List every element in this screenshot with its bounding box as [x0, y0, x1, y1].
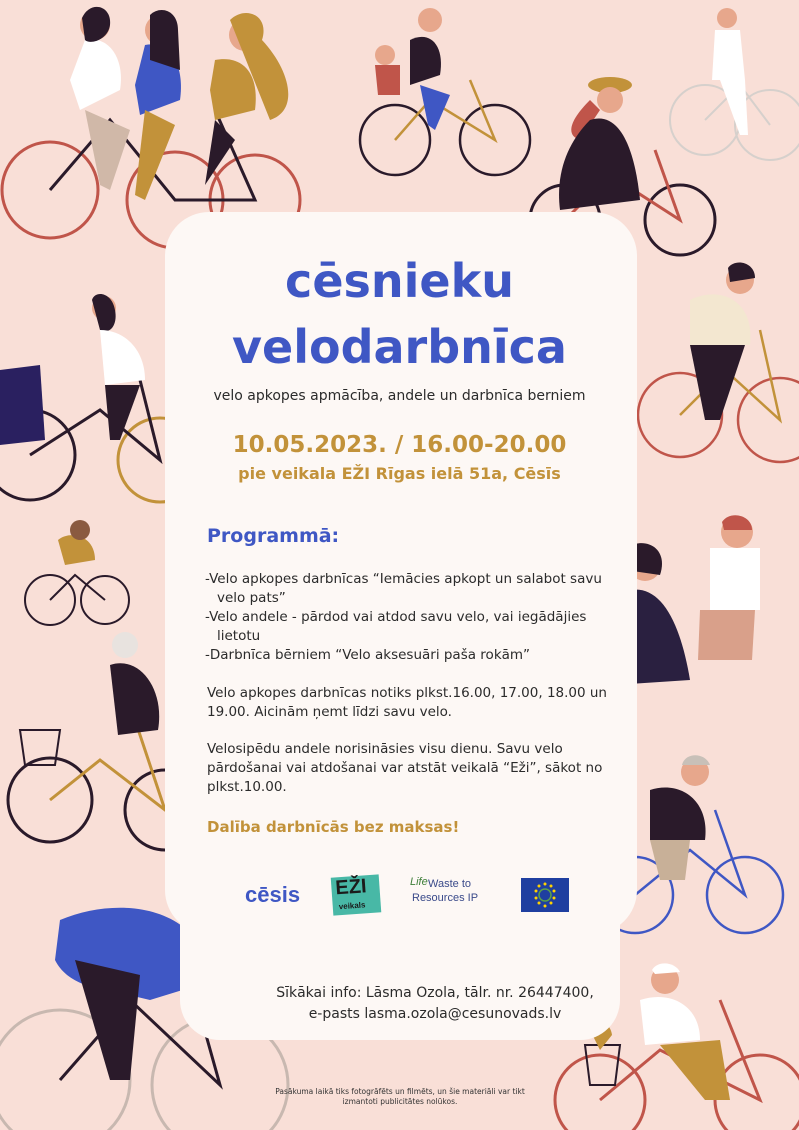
contact-info: [0, 983, 799, 1025]
program-item: -Velo apkopes darbnīcas “Iemācies apkopt un salabot savu velo pats”: [205, 571, 602, 606]
event-subtitle: velo apkopes apmācība, andele un darbnīca berniem: [213, 388, 586, 404]
eu-flag-icon: [521, 878, 569, 912]
free-participation-note: Dalība darbnīcās bez maksas!: [207, 818, 460, 836]
ezi-logo-subtext: veikals: [338, 900, 366, 912]
event-location: pie veikala EŽI Rīgas ielā 51a, Cēsīs: [238, 464, 561, 483]
life-logo-waste: Waste to: [428, 878, 471, 890]
event-datetime: 10.05.2023. / 16.00-20.00: [232, 432, 567, 458]
workshop-schedule-text: Velo apkopes darbnīcas notiks plkst.16.00, 17.00, 18.00 un 19.00. Aicinām ņemt līdzi savu velo.: [207, 685, 607, 720]
event-title-line2: velodarbnīca: [232, 320, 567, 374]
cesis-logo: cēsis: [245, 882, 301, 907]
life-logo-life: Life: [410, 876, 428, 888]
sponsor-logos: [240, 872, 580, 922]
bike-market-text: Velosipēdu andele norisināsies visu dienu. Savu velo pārdošanai vai atdošanai var atstāt veikalā “Eži”, sākot no plkst.10.00.: [207, 741, 603, 795]
tandem-riders: [70, 7, 288, 200]
contact-line-email: e-pasts lasma.ozola@cesunovads.lv: [308, 1006, 562, 1022]
life-waste-to-resources-logo: [408, 876, 498, 916]
life-logo-resources: Resources IP: [412, 892, 479, 904]
program-heading: Programmā:: [207, 525, 340, 547]
contact-line-phone: Sīkākai info: Lāsma Ozola, tālr. nr. 26447400,: [276, 985, 594, 1001]
ezi-logo-text: EŽI: [334, 875, 368, 900]
program-item: -Velo andele - pārdod vai atdod savu velo, vai iegādājies lietotu: [205, 609, 587, 644]
event-title-line1: cēsnieku: [285, 254, 514, 308]
program-item: -Darbnīca bērniem “Velo aksesuāri paša rokām”: [205, 647, 531, 663]
ezi-logo: [331, 874, 382, 915]
photo-disclaimer: Pasākuma laikā tiks fotogrāfēts un filmēts, un šie materiāli var tikt izmantoti publicitātes nolūkos.: [275, 1087, 525, 1106]
program-list: [205, 570, 605, 665]
